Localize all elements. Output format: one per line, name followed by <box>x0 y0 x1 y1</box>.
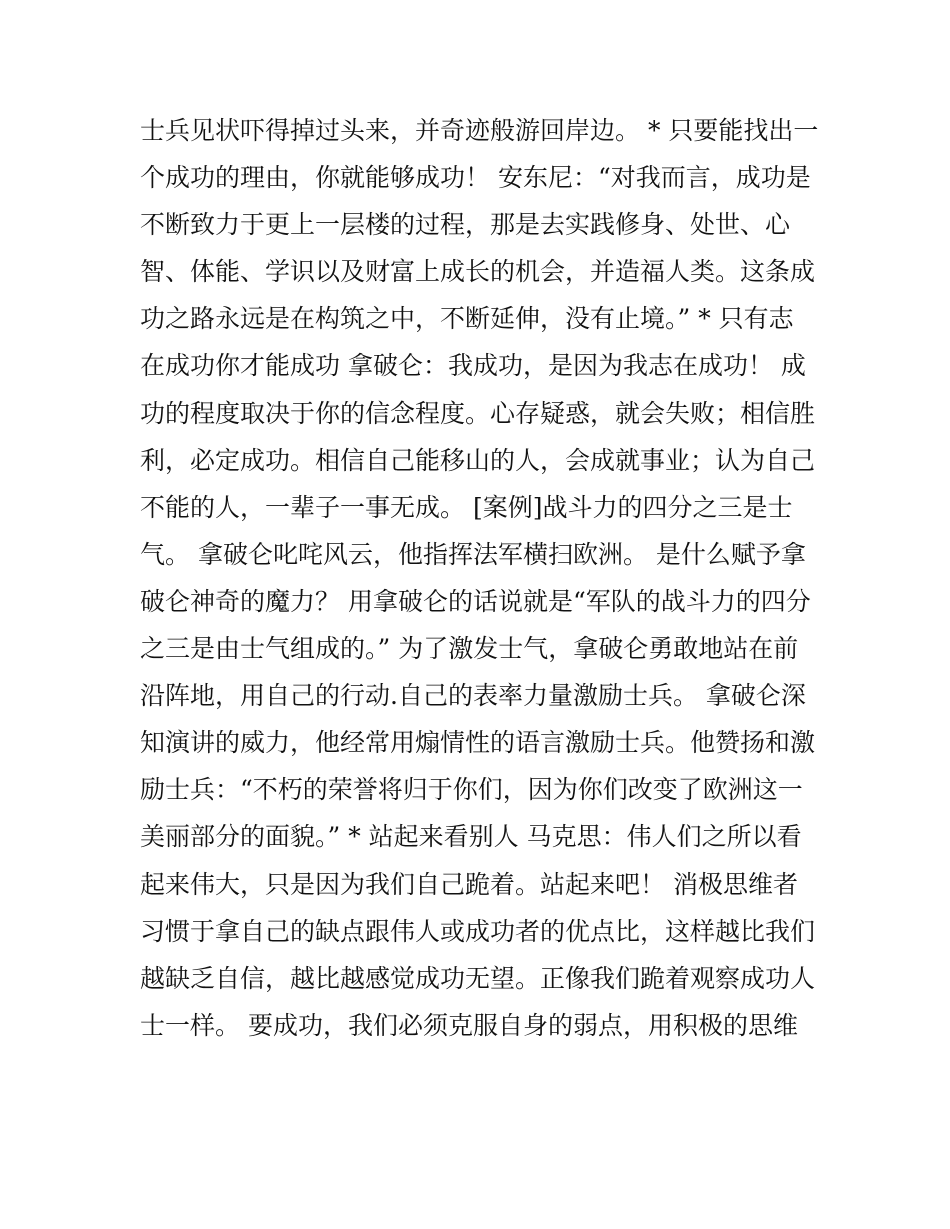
text-line: 美丽部分的面貌。” * 站起来看别人 马克思：伟人们之所以看 <box>140 822 802 852</box>
text-line: 利，必定成功。相信自己能移山的人，会成就事业；认为自己 <box>140 445 816 475</box>
text-line: 气。 拿破仑叱咤风云，他指挥法军横扫欧洲。 是什么赋予拿 <box>140 539 806 569</box>
text-line: 不能的人，一辈子一事无成。 [案例]战斗力的四分之三是士 <box>140 492 793 522</box>
text-line: 破仑神奇的魔力？ 用拿破仑的话说就是“军队的战斗力的四分 <box>140 586 811 616</box>
text-line: 功的程度取决于你的信念程度。心存疑惑，就会失败；相信胜 <box>140 398 816 428</box>
text-line: 起来伟大，只是因为我们自己跪着。站起来吧！ 消极思维者 <box>140 869 798 899</box>
body-text <box>140 107 830 1049</box>
text-line: 智、体能、学识以及财富上成长的机会，并造福人类。这条成 <box>140 257 816 287</box>
text-line: 越缺乏自信，越比越感觉成功无望。正像我们跪着观察成功人 <box>140 963 816 993</box>
text-line: 士兵见状吓得掉过头来，并奇迹般游回岸边。 * 只要能找出一 <box>140 116 819 145</box>
text-line: 个成功的理由，你就能够成功！ 安东尼：“对我而言，成功是 <box>140 163 811 193</box>
text-line: 习惯于拿自己的缺点跟伟人或成功者的优点比，这样越比我们 <box>140 916 816 946</box>
text-line: 沿阵地，用自己的行动.自己的表率力量激励士兵。 拿破仑深 <box>140 681 806 711</box>
text-line: 在成功你才能成功 拿破仑：我成功，是因为我志在成功！ 成 <box>140 351 806 381</box>
text-line: 之三是由士气组成的。” 为了激发士气，拿破仑勇敢地站在前 <box>140 634 799 664</box>
text-line: 励士兵：“不朽的荣誉将归于你们，因为你们改变了欧洲这一 <box>140 775 803 805</box>
text-line: 知演讲的威力，他经常用煽情性的语言激励士兵。他赞扬和激 <box>140 728 816 758</box>
text-line: 功之路永远是在构筑之中，不断延伸，没有止境。” * 只有志 <box>140 304 794 334</box>
text-line: 不断致力于更上一层楼的过程，那是去实践修身、处世、心 <box>140 210 791 240</box>
text-line: 士一样。 要成功，我们必须克服自身的弱点，用积极的思维 <box>140 1010 798 1040</box>
